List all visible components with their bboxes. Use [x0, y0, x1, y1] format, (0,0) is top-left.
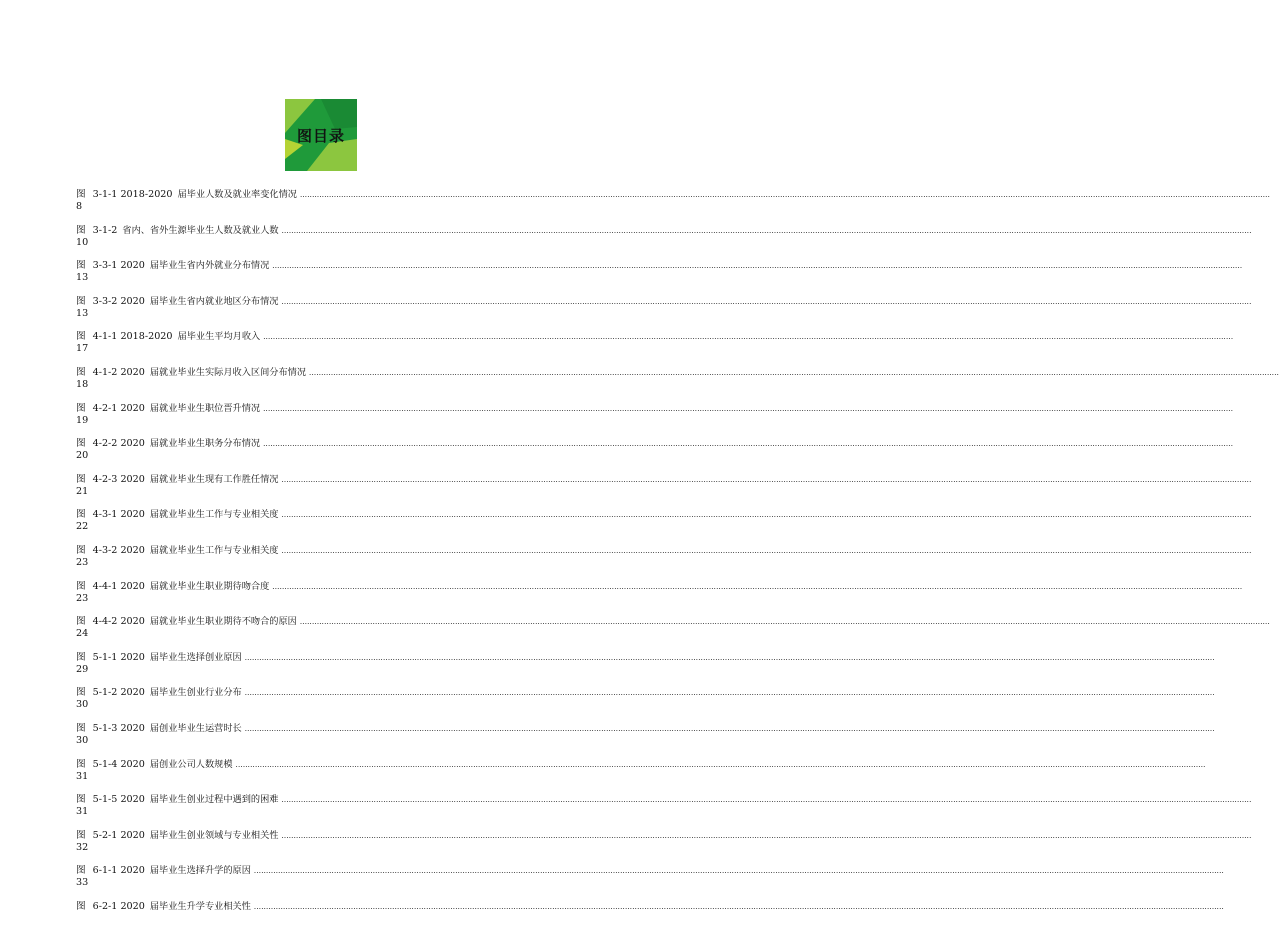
- page-number: 29: [76, 663, 89, 675]
- dot-leader: ................................................................................................................................................................................................................................................................................................................................................................................................................: [253, 867, 1224, 876]
- figure-title: 届毕业生省内外就业分布情况: [149, 260, 270, 272]
- figure-title: 届创业公司人数规模: [149, 758, 233, 770]
- dot-leader: ................................................................................................................................................................................................................................................................................................................................................................................................................: [281, 297, 1252, 306]
- figure-number: 4-2-3 2020: [92, 473, 145, 485]
- dot-leader: ................................................................................................................................................................................................................................................................................................................................................................................................................: [309, 368, 1279, 377]
- figure-prefix: 图: [76, 616, 86, 628]
- page-number: 30: [76, 734, 89, 746]
- figure-number: 4-3-2 2020: [92, 544, 145, 556]
- dot-leader: ................................................................................................................................................................................................................................................................................................................................................................................................................: [263, 404, 1234, 413]
- dot-leader: ................................................................................................................................................................................................................................................................................................................................................................................................................: [235, 760, 1206, 769]
- figure-prefix: 图: [76, 687, 86, 699]
- figure-number: 4-2-2 2020: [92, 438, 145, 450]
- toc-entry[interactable]: [76, 827, 1252, 863]
- figure-number: 5-1-3 2020: [92, 722, 145, 734]
- figure-number: 4-3-1 2020: [92, 509, 145, 521]
- figure-title: 届毕业生创业领域与专业相关性: [149, 829, 279, 841]
- figure-prefix: 图: [76, 438, 86, 450]
- figure-prefix: 图: [76, 794, 86, 806]
- figure-title: 届毕业生选择升学的原因: [149, 865, 251, 877]
- figure-prefix: 图: [76, 473, 86, 485]
- toc-entry[interactable]: [76, 542, 1252, 578]
- figure-number: 4-1-1 2018-2020: [92, 331, 173, 343]
- figure-number: 5-1-2 2020: [92, 687, 145, 699]
- page-number: 8: [76, 201, 83, 212]
- figure-title: 届就业毕业生工作与专业相关度: [149, 509, 279, 521]
- toc-entry[interactable]: [76, 506, 1252, 542]
- figure-number: 6-1-1 2020: [92, 865, 145, 877]
- figure-title: 届毕业生平均月收入: [177, 331, 261, 343]
- figure-prefix: 图: [76, 189, 86, 200]
- figure-prefix: 图: [76, 224, 86, 236]
- figure-prefix: 图: [76, 651, 86, 663]
- figure-title: 届毕业人数及就业率变化情况: [177, 189, 297, 200]
- dot-leader: ................................................................................................................................................................................................................................................................................................................................................................................................................: [244, 724, 1215, 733]
- figure-number: 4-4-2 2020: [92, 616, 145, 628]
- page-number: 13: [76, 307, 89, 319]
- figure-prefix: 图: [76, 260, 86, 272]
- figure-number: 3-3-2 2020: [92, 295, 145, 307]
- dot-leader: ................................................................................................................................................................................................................................................................................................................................................................................................................: [299, 618, 1270, 627]
- figure-prefix: 图: [76, 722, 86, 734]
- toc-entry[interactable]: [76, 862, 1224, 898]
- figure-prefix: 图: [76, 900, 86, 912]
- figure-list: [76, 186, 1279, 933]
- figure-title: 届就业毕业生职业期待吻合度: [149, 580, 270, 592]
- page-number: 20: [76, 450, 89, 462]
- toc-entry[interactable]: [76, 328, 1234, 364]
- toc-entry[interactable]: [76, 684, 1215, 720]
- figure-number: 5-1-4 2020: [92, 758, 145, 770]
- page-number: [76, 912, 566, 925]
- page-number: 21: [76, 485, 89, 497]
- page-number: 10: [76, 236, 89, 248]
- page-number: 22: [76, 521, 89, 533]
- toc-entry[interactable]: [76, 364, 1279, 400]
- dot-leader: ................................................................................................................................................................................................................................................................................................................................................................................................................: [281, 831, 1252, 840]
- figure-title: 届毕业生升学专业相关性: [149, 900, 251, 912]
- toc-entry[interactable]: [76, 898, 1224, 933]
- figure-prefix: 图: [76, 509, 86, 521]
- toc-entry[interactable]: [76, 435, 1234, 471]
- figure-title: 届毕业生创业过程中遇到的困难: [149, 794, 279, 806]
- figure-prefix: 图: [76, 544, 86, 556]
- dot-leader: ................................................................................................................................................................................................................................................................................................................................................................................................................: [263, 440, 1234, 449]
- toc-entry[interactable]: [76, 186, 1270, 222]
- figure-number: 5-1-1 2020: [92, 651, 145, 663]
- toc-entry[interactable]: [76, 293, 1252, 329]
- figure-number: 4-2-1 2020: [92, 402, 145, 414]
- toc-entry[interactable]: [76, 471, 1252, 507]
- figure-prefix: 图: [76, 865, 86, 877]
- page-number: 13: [76, 272, 89, 284]
- dot-leader: ................................................................................................................................................................................................................................................................................................................................................................................................................: [272, 262, 1243, 271]
- figure-prefix: 图: [76, 402, 86, 414]
- figure-number: 5-1-5 2020: [92, 794, 145, 806]
- figure-title: 届就业毕业生实际月收入区间分布情况: [149, 366, 307, 378]
- dot-leader: ................................................................................................................................................................................................................................................................................................................................................................................................................: [244, 653, 1215, 662]
- figure-prefix: 图: [76, 331, 86, 343]
- figure-number: 3-3-1 2020: [92, 260, 145, 272]
- page-number: 33: [76, 877, 89, 889]
- figure-title: 届毕业生选择创业原因: [149, 651, 242, 663]
- figure-number: 4-4-1 2020: [92, 580, 145, 592]
- figure-prefix: 图: [76, 295, 86, 307]
- page-number: 30: [76, 699, 89, 711]
- toc-entry[interactable]: [76, 257, 1243, 293]
- figure-prefix: 图: [76, 366, 86, 378]
- dot-leader: ................................................................................................................................................................................................................................................................................................................................................................................................................: [253, 902, 1224, 911]
- figure-number: 3-1-1 2018-2020: [92, 189, 173, 200]
- dot-leader: ................................................................................................................................................................................................................................................................................................................................................................................................................: [281, 796, 1252, 805]
- figure-title: 届就业毕业生工作与专业相关度: [149, 544, 279, 556]
- toc-entry[interactable]: [76, 649, 1215, 685]
- dot-leader: ................................................................................................................................................................................................................................................................................................................................................................................................................: [299, 191, 1270, 199]
- toc-entry[interactable]: [76, 720, 1215, 756]
- toc-badge: [285, 99, 357, 171]
- toc-entry[interactable]: [76, 400, 1234, 436]
- page-number: 19: [76, 414, 89, 426]
- figure-title: 省内、省外生源毕业生人数及就业人数: [122, 224, 279, 236]
- page-number: 23: [76, 556, 89, 568]
- toc-entry[interactable]: [76, 222, 1252, 258]
- figure-title: 届就业毕业生职务分布情况: [149, 438, 261, 450]
- figure-prefix: 图: [76, 580, 86, 592]
- dot-leader: ................................................................................................................................................................................................................................................................................................................................................................................................................: [281, 226, 1252, 235]
- toc-entry[interactable]: [76, 578, 1243, 614]
- figure-number: 3-1-2: [92, 224, 118, 236]
- figure-title: 届就业毕业生职位晋升情况: [149, 402, 261, 414]
- page-number: 18: [76, 378, 89, 390]
- figure-prefix: 图: [76, 829, 86, 841]
- page-number: 24: [76, 628, 89, 640]
- page-number: 31: [76, 770, 89, 782]
- figure-number: 4-1-2 2020: [92, 366, 145, 378]
- dot-leader: ................................................................................................................................................................................................................................................................................................................................................................................................................: [244, 689, 1215, 698]
- dot-leader: ................................................................................................................................................................................................................................................................................................................................................................................................................: [281, 475, 1252, 484]
- page-number: 31: [76, 806, 89, 818]
- page-number: 23: [76, 592, 89, 604]
- figure-title: 届就业毕业生现有工作胜任情况: [149, 473, 279, 485]
- dot-leader: ................................................................................................................................................................................................................................................................................................................................................................................................................: [281, 511, 1252, 520]
- figure-title: 届就业毕业生职业期待不吻合的原因: [149, 616, 297, 628]
- toc-entry[interactable]: [76, 613, 1270, 649]
- page-number: 17: [76, 343, 89, 355]
- dot-leader: ................................................................................................................................................................................................................................................................................................................................................................................................................: [263, 333, 1234, 342]
- figure-title: 届毕业生创业行业分布: [149, 687, 242, 699]
- figure-number: 5-2-1 2020: [92, 829, 145, 841]
- figure-title: 届创业毕业生运营时长: [149, 722, 242, 734]
- toc-entry[interactable]: [76, 791, 1252, 827]
- figure-number: 6-2-1 2020: [92, 900, 145, 912]
- figure-title: 届毕业生省内就业地区分布情况: [149, 295, 279, 307]
- dot-leader: ................................................................................................................................................................................................................................................................................................................................................................................................................: [272, 582, 1243, 591]
- toc-entry[interactable]: [76, 756, 1206, 792]
- dot-leader: ................................................................................................................................................................................................................................................................................................................................................................................................................: [281, 546, 1252, 555]
- page-title: 图目录: [296, 126, 345, 145]
- page-number: 32: [76, 841, 89, 853]
- figure-prefix: 图: [76, 758, 86, 770]
